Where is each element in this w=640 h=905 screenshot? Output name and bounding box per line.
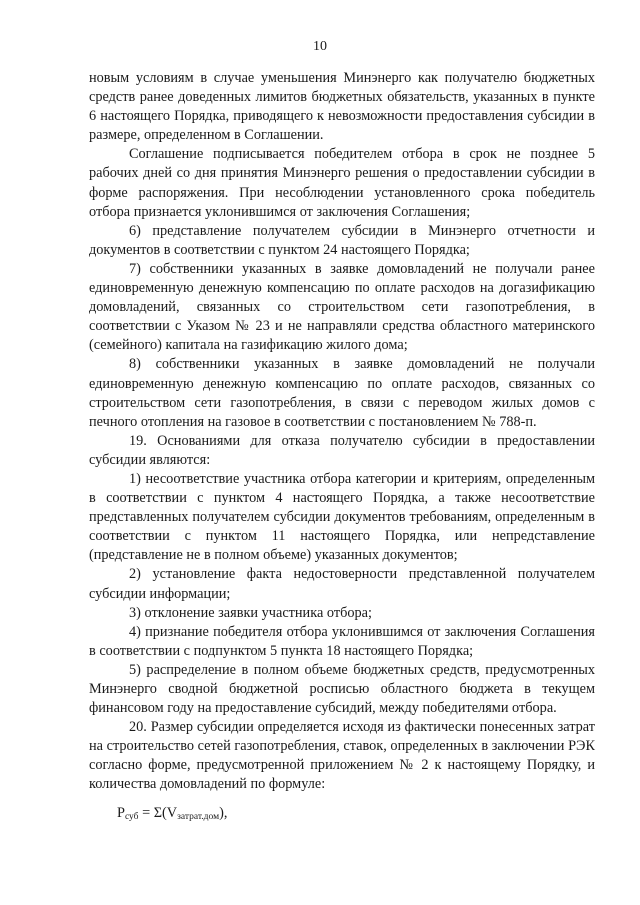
paragraph: 7) собственники указанных в заявке домовладений не получали ранее единовременную денежную компенсацию по оплате расходов на догазификацию домовладений, связанных со строительством сети газопотребления, в соответствии с Указом № 23 и не направляли средства областного материнского (семейного) капитала на газификацию жилого дома; — [89, 260, 595, 354]
page-number: 10 — [313, 39, 327, 54]
formula-tail: ), — [219, 805, 228, 821]
paragraph: новым условиям в случае уменьшения Минэнерго как получателю бюджетных средств ранее доведенных лимитов бюджетных обязательств, указанных в пункте 6 настоящего Порядка, приводящего к невозможности предоставления субсидии в размере, определенном в Соглашении. — [89, 70, 595, 144]
paragraph: 20. Размер субсидии определяется исходя из фактически понесенных затрат на строительство сетей газопотребления, ставок, определенных в заключении РЭК согласно форме, предусмотренной приложением № 2 к настоящему Порядку, и количества домовладений по формуле: — [89, 719, 595, 793]
paragraph: 6) представление получателем субсидии в Минэнерго отчетности и документов в соответствии с пунктом 24 настоящего Порядка; — [89, 222, 595, 258]
document-body — [89, 69, 595, 795]
paragraph: Соглашение подписывается победителем отбора в срок не позднее 5 рабочих дней со дня принятия Минэнерго решения о предоставлении субсидии в форме распоряжения. При несоблюдении установленного срока победитель отбора признается уклонившимся от заключения Соглашения; — [89, 146, 595, 220]
paragraph: 1) несоответствие участника отбора категории и критериям, определенным в соответствии с пунктом 4 настоящего Порядка, а также несоответствие представленных получателем субсидии документов требованиям, определенным в соответствии с пунктом 11 настоящего Порядка, или непредставление (представление не в полном объеме) указанных документов; — [89, 470, 595, 564]
formula-sum: = Σ(V — [138, 805, 178, 821]
subsidy-formula — [117, 803, 227, 823]
paragraph: 5) распределение в полном объеме бюджетных средств, предусмотренных Минэнерго сводной бюджетной росписью областного бюджета в текущем финансовом году на предоставление субсидий, между победителями отбора. — [89, 661, 595, 717]
paragraph: 8) собственники указанных в заявке домовладений не получали единовременную денежную компенсацию по оплате расходов, связанных со строительством сети газопотребления, в связи с переводом жилых домов с печного отопления на газовое в соответствии с постановлением № 788-п. — [89, 356, 595, 430]
formula-lhs-subscript: суб — [124, 812, 139, 822]
paragraph: 19. Основаниями для отказа получателю субсидии в предоставлении субсидии являются: — [89, 432, 595, 468]
paragraph: 3) отклонение заявки участника отбора; — [129, 604, 372, 621]
formula-rhs-subscript: затрат.дом — [177, 812, 220, 822]
paragraph: 4) признание победителя отбора уклонившимся от заключения Соглашения в соответствии с подпунктом 5 пункта 18 настоящего Порядка; — [89, 623, 595, 659]
formula-lhs: P — [117, 805, 125, 821]
paragraph: 2) установление факта недостоверности представленной получателем субсидии информации; — [89, 566, 595, 602]
